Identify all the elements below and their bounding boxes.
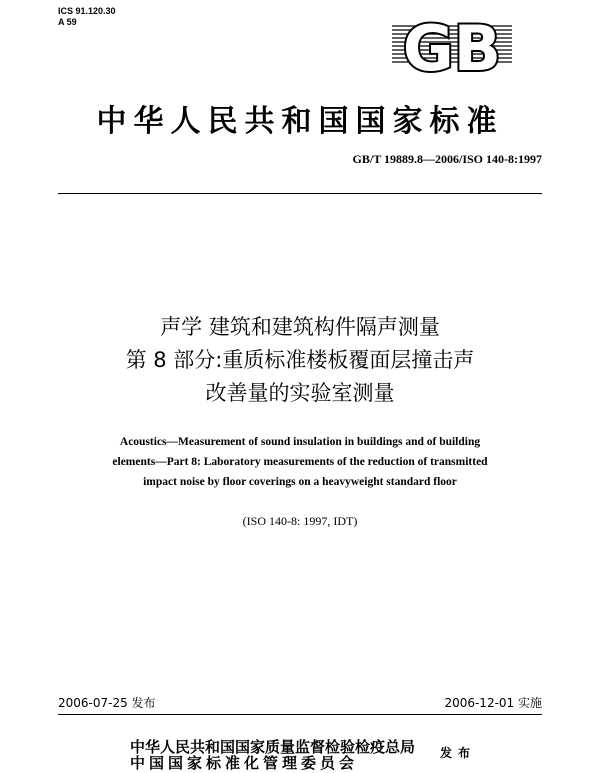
gb-logo (392, 14, 512, 74)
chinese-title-line-3: 改善量的实验室测量 (205, 381, 395, 405)
issuer-line-1: 中华人民共和国国家质量监督检验检疫总局 (130, 738, 416, 756)
top-divider (58, 193, 542, 194)
classification-codes (58, 6, 116, 28)
ics-code: ICS 91.120.30 (58, 6, 116, 16)
standard-category-title: 中华人民共和国国家标准 (96, 104, 504, 139)
english-title-line-1: Acoustics—Measurement of sound insulation in buildings and of building (119, 436, 481, 448)
issue-label: 发布 (440, 746, 477, 760)
ccs-code: A 59 (58, 17, 77, 27)
chinese-title-line-2: 第 8 部分:重质标准楼板覆面层撞击声 (125, 348, 475, 372)
english-title-line-2: elements—Part 8: Laboratory measurements of the reduction of transmitted (112, 456, 488, 468)
issue-date: 2006-07-25 发布 (58, 696, 156, 710)
bottom-divider (58, 714, 542, 715)
iso-equivalence: (ISO 140-8: 1997, IDT) (242, 514, 358, 528)
logo-lettering: GB (402, 14, 502, 74)
standard-code: GB/T 19889.8—2006/ISO 140-8:1997 (352, 152, 542, 166)
english-title-line-3: impact noise by floor coverings on a heavyweight standard floor (143, 476, 457, 488)
implementation-date: 2006-12-01 实施 (444, 696, 542, 710)
chinese-title-line-1: 声学 建筑和建筑构件隔声测量 (160, 315, 440, 339)
issuer-line-2: 中国国家标准化管理委员会 (130, 754, 359, 772)
